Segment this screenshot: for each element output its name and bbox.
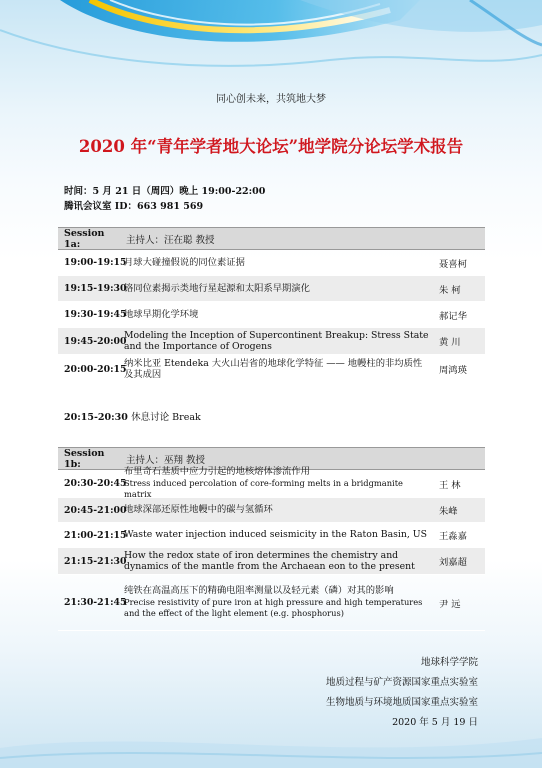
table-row bbox=[58, 250, 485, 276]
talk-speaker: 刘嘉超 bbox=[439, 557, 467, 568]
talk-speaker: 王淼嘉 bbox=[439, 531, 467, 542]
talk-topic: Modeling the Inception of Supercontinent Breakup: Stress State and the Importance of Orogens bbox=[124, 329, 429, 352]
table-row bbox=[58, 302, 485, 328]
session-1b-table bbox=[58, 447, 485, 631]
table-row bbox=[58, 523, 485, 548]
talk-time: 20:00-20:15 bbox=[64, 363, 127, 375]
meeting-room-id: 腾讯会议室 ID：663 981 569 bbox=[64, 201, 204, 212]
talk-topic: How the redox state of iron determines the chemistry and dynamics of the mantle from the Archaean eon to the present bbox=[124, 549, 415, 572]
talk-speaker: 黄 川 bbox=[439, 337, 461, 348]
talk-topic-en: Stress induced percolation of core-forming melts in a bridgmanite matrix bbox=[124, 477, 403, 500]
header-decoration bbox=[0, 0, 542, 90]
footer-lab-1: 地质过程与矿产资源国家重点实验室 bbox=[325, 677, 478, 688]
session-1a-table bbox=[58, 227, 485, 384]
talk-time: 21:15-21:30 bbox=[64, 555, 127, 567]
session-header bbox=[58, 227, 485, 250]
talk-time: 20:45-21:00 bbox=[64, 504, 127, 516]
talk-topic: 纳米比亚 Etendeka 大火山岩省的地球化学特征 —— 地幔柱的非均质性及其成因 bbox=[124, 357, 423, 380]
break-row bbox=[64, 409, 201, 423]
talk-topic-zh: 纯铁在高温高压下的精确电阻率测量以及轻元素（磷）对其的影响 bbox=[124, 585, 394, 597]
session-host: 主持人：巫翔 教授 bbox=[126, 454, 206, 466]
session-id: Session 1a: bbox=[64, 227, 105, 250]
break-label: 休息讨论 Break bbox=[131, 412, 201, 423]
talk-topic: Waste water injection induced seismicity in the Raton Basin, US bbox=[124, 529, 427, 541]
talk-time: 20:30-20:45 bbox=[64, 478, 127, 489]
table-row bbox=[58, 355, 485, 384]
table-row bbox=[58, 466, 485, 500]
talk-topic: 铬同位素揭示类地行星起源和太阳系早期演化 bbox=[124, 282, 310, 294]
talk-time: 21:30-21:45 bbox=[64, 597, 127, 608]
talk-topic: 月球大碰撞假说的同位素证据 bbox=[124, 256, 245, 268]
table-row bbox=[58, 498, 485, 523]
talk-time: 19:30-19:45 bbox=[64, 309, 127, 320]
footer-decoration bbox=[0, 688, 542, 768]
talk-speaker: 聂喜柯 bbox=[439, 258, 467, 270]
talk-topic bbox=[124, 466, 435, 501]
talk-speaker: 周鸿瑛 bbox=[439, 365, 467, 376]
table-row bbox=[58, 575, 485, 631]
meeting-info bbox=[64, 184, 265, 214]
talk-topic-en: Precise resistivity of pure iron at high pressure and high temperatures and the effect of the light element (e.g. phosphorus) bbox=[124, 596, 423, 619]
talk-speaker: 朱峰 bbox=[439, 506, 458, 517]
meeting-time: 时间：5 月 21 日（周四）晚上 19:00-22:00 bbox=[64, 186, 266, 197]
talk-time: 19:00-19:15 bbox=[64, 257, 127, 268]
footer-date: 2020 年 5 月 19 日 bbox=[392, 717, 478, 728]
table-row bbox=[58, 328, 485, 355]
talk-topic: 地球早期化学环境 bbox=[124, 308, 199, 320]
talk-time: 19:45-20:00 bbox=[64, 335, 127, 347]
talk-topic-zh: 布里奇石基质中应力引起的地核熔体渗流作用 bbox=[124, 466, 310, 478]
talk-time: 21:00-21:15 bbox=[64, 529, 127, 541]
session-host: 主持人：汪在聪 教授 bbox=[126, 234, 215, 246]
talk-speaker: 王 林 bbox=[439, 479, 461, 491]
talk-topic bbox=[124, 585, 435, 620]
table-row bbox=[58, 548, 485, 575]
talk-topic: 地球深部还原性地幔中的碳与氢循环 bbox=[124, 504, 273, 516]
slogan: 同心创未来，共筑地大梦 bbox=[216, 94, 326, 105]
session-id: Session 1b: bbox=[64, 447, 105, 470]
table-row bbox=[58, 276, 485, 302]
talk-speaker: 尹 远 bbox=[439, 598, 461, 610]
footer-lab-2: 生物地质与环境地质国家重点实验室 bbox=[325, 697, 478, 708]
page-title: 2020 年“青年学者地大论坛”地学院分论坛学术报告 bbox=[78, 137, 464, 156]
talk-time: 19:15-19:30 bbox=[64, 283, 127, 294]
footer-school: 地球科学学院 bbox=[420, 657, 478, 668]
break-time: 20:15-20:30 bbox=[64, 412, 128, 423]
talk-speaker: 朱 柯 bbox=[439, 284, 461, 296]
talk-speaker: 郝记华 bbox=[439, 310, 467, 322]
